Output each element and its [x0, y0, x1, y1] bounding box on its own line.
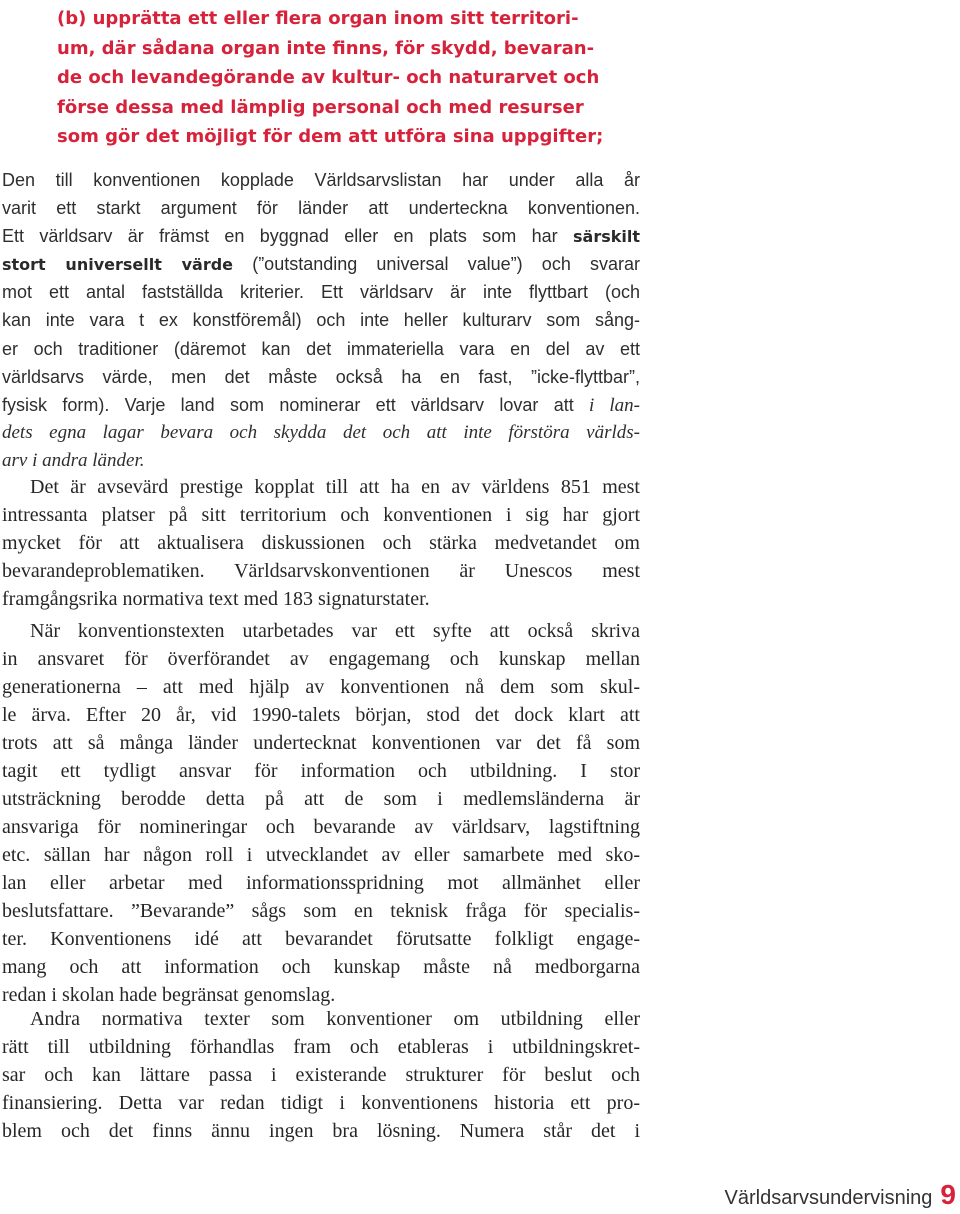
paragraph-line: redan i skolan hade begränsat genomslag. — [2, 984, 336, 1006]
paragraph-line: le ärva. Efter 20 år, vid 1990-talets början, stod det dock klart att — [2, 704, 640, 726]
paragraph-line: ansvariga för nomineringar och bevarande av världsarv, lagstiftning — [2, 816, 640, 838]
paragraph-line: utsträckning berodde detta på att de som i medlemsländerna är — [2, 788, 640, 810]
paragraph-line: sar och kan lättare passa i existerande strukturer för beslut och — [2, 1064, 640, 1086]
paragraph-text: (”outstanding universal value”) och svarar — [233, 254, 641, 275]
paragraph-line: kan inte vara t ex konstföremål) och inte heller kulturarv som sång- — [2, 310, 640, 331]
paragraph-line: mot ett antal fastställda kriterier. Ett världsarv är inte flyttbart (och — [2, 282, 640, 303]
paragraph-line: finansiering. Detta var redan tidigt i konventionens historia ett pro- — [2, 1092, 640, 1114]
paragraph-line: framgångsrika normativa text med 183 signaturstater. — [2, 588, 430, 610]
paragraph-line: varit ett starkt argument för länder att underteckna konventionen. — [2, 198, 640, 219]
paragraph-line: Den till konventionen kopplade Världsarvslistan har under alla år — [2, 170, 640, 190]
bold-term: stort universellt värde — [2, 255, 234, 275]
paragraph-4 — [2, 1005, 640, 1145]
paragraph-line: Det är avsevärd prestige kopplat till att ha en av världens 851 mest — [30, 476, 640, 498]
paragraph-line: beslutsfattare. ”Bevarande” sågs som en teknisk fråga för specialis- — [2, 900, 640, 922]
paragraph-line: bevarandeproblematiken. Världsarvskonventionen är Unescos mest — [2, 560, 640, 582]
paragraph-line: in ansvaret för överförandet av engagemang och kunskap mellan — [2, 648, 640, 670]
paragraph-2 — [2, 473, 640, 613]
paragraph-text: fysisk form). Varje land som nominerar ett världsarv lovar att — [2, 394, 590, 415]
paragraph-line: mycket för att aktualisera diskussionen och stärka medvetandet om — [2, 532, 640, 554]
paragraph-line: ter. Konventionens idé att bevarandet förutsatte folkligt engage- — [2, 928, 640, 950]
paragraph-1 — [2, 166, 640, 475]
paragraph-line: Andra normativa texter som konventioner om utbildning eller — [30, 1008, 640, 1030]
paragraph-line: mang och att information och kunskap måste nå medborgarna — [2, 956, 640, 978]
paragraph-line: rätt till utbildning förhandlas fram och etableras i utbildningskret- — [2, 1036, 640, 1058]
running-footer-title: Världsarvsundervisning — [724, 1187, 933, 1209]
paragraph-text: Ett världsarv är främst en byggnad eller en plats som har — [2, 226, 573, 247]
paragraph-3 — [2, 617, 640, 1009]
paragraph-line: trots att så många länder undertecknat konventionen var det få som — [2, 732, 640, 754]
page-footer — [725, 1179, 956, 1211]
bold-term: särskilt — [573, 227, 640, 247]
list-item-line: förse dessa med lämplig personal och med resurser — [57, 96, 584, 118]
paragraph-line: blem och det finns ännu ingen bra lösning. Numera står det i — [2, 1120, 640, 1142]
list-item-line: (b) upprätta ett eller flera organ inom sitt territori- — [57, 8, 579, 29]
paragraph-line: lan eller arbetar med informationsspridning mot allmänhet eller — [2, 872, 640, 894]
paragraph-line — [2, 391, 640, 419]
paragraph-line: dets egna lagar bevara och skydda det och att inte förstöra världs- — [2, 421, 640, 443]
list-item-line: um, där sådana organ inte finns, för skydd, bevaran- — [57, 37, 595, 59]
italic-text: i lan- — [589, 394, 640, 416]
list-item-b — [57, 4, 604, 152]
paragraph-line — [2, 222, 640, 250]
paragraph-line: intressanta platser på sitt territorium och konventionen i sig har gjort — [2, 504, 640, 526]
list-item-line: som gör det möjligt för dem att utföra sina uppgifter; — [57, 126, 604, 147]
paragraph-line: världsarvs värde, men det måste också ha en fast, ”icke-flyttbar”, — [2, 366, 640, 387]
paragraph-line: tagit ett tydligt ansvar för information och utbildning. I stor — [2, 760, 640, 782]
paragraph-line: generationerna – att med hjälp av konventionen nå dem som skul- — [2, 676, 640, 698]
list-item-line: de och levandegörande av kultur- och naturarvet och — [57, 67, 600, 88]
paragraph-line: arv i andra länder. — [2, 449, 145, 471]
paragraph-line: När konventionstexten utarbetades var ett syfte att också skriva — [30, 620, 640, 642]
paragraph-line: etc. sällan har någon roll i utvecklandet av eller samarbete med sko- — [2, 844, 640, 866]
paragraph-line: er och traditioner (däremot kan det immateriella vara en del av ett — [2, 338, 640, 359]
page-number: 9 — [940, 1179, 956, 1210]
paragraph-line — [2, 250, 640, 278]
